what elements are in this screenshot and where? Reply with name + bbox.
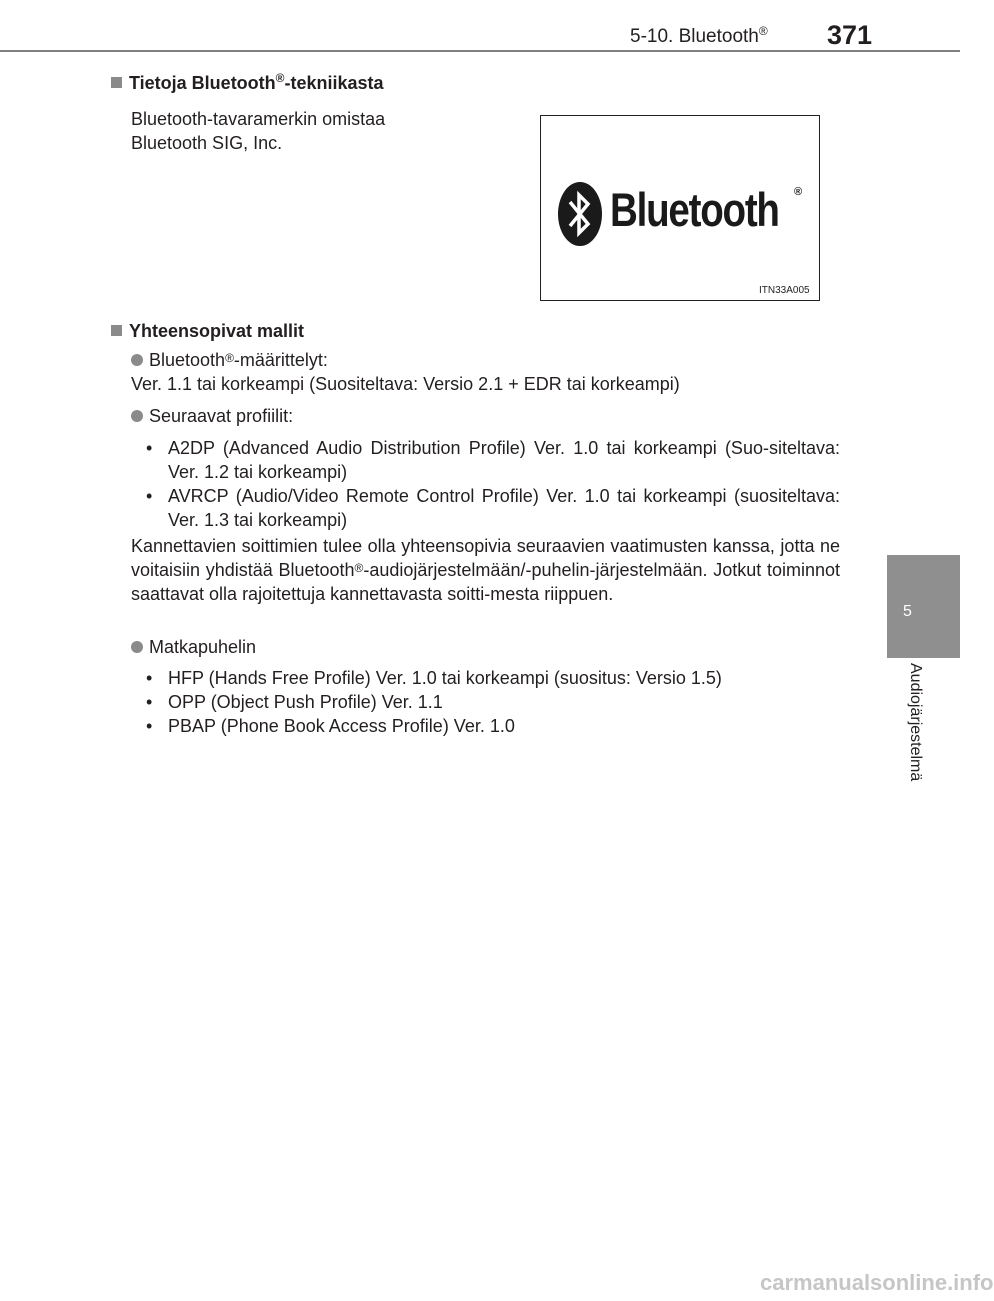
list-item: • OPP (Object Push Profile) Ver. 1.1 [146,692,443,712]
profiles-item: Seuraavat profiilit: [131,404,841,428]
trademark-text: Bluetooth-tavaramerkin omistaa Bluetooth SIG, Inc. [131,109,386,153]
profiles-list [146,436,840,532]
phone-profiles-list [146,666,840,738]
list-item: • HFP (Hands Free Profile) Ver. 1.0 tai korkeampi (suositus: Versio 1.5) [146,668,722,688]
list-item: • A2DP (Advanced Audio Distribution Profile) Ver. 1.0 tai korkeampi (Suo-siteltava: Ver. 1.2 tai korkeampi) [146,438,840,482]
chapter-tab [887,555,960,658]
list-item: • PBAP (Phone Book Access Profile) Ver. 1.0 [146,716,515,736]
bluetooth-logo-word: Bluetooth [610,183,779,236]
section-title: 5-10. Bluetooth® [630,24,768,47]
circle-bullet-icon [131,641,143,653]
circle-bullet-icon [131,410,143,422]
square-bullet-icon [111,325,122,336]
spec-item: Bluetooth®-määrittelyt: Ver. 1.1 tai korkeampi (Suositeltava: Versio 2.1 + EDR tai korkeampi) [131,350,680,394]
section-heading-compatible-models: Yhteensopivat mallit [111,321,304,342]
chapter-number: 5 [903,603,912,620]
bluetooth-rune-icon [556,180,604,248]
circle-bullet-icon [131,354,143,366]
figure-code: ITN33A005 [759,285,810,296]
section-heading-bluetooth-technology: Tietoja Bluetooth®-tekniikasta [111,73,384,94]
compatibility-paragraph: Kannettavien soittimien tulee olla yhteensopivia seuraavien vaatimusten kanssa, jotta ne voitaisiin yhdistää Bluetooth®-audiojärjestelmään/-puhelin-järjestelmään. Jotkut toiminnot saattavat olla rajoitettuja kannettavasta soitti-mesta riippuen. [131,536,840,604]
page-number: 371 [827,20,873,50]
logo-registered-mark: ® [794,186,803,198]
square-bullet-icon [111,77,122,88]
list-item: • AVRCP (Audio/Video Remote Control Profile) Ver. 1.0 tai korkeampi (suositeltava: Ver. 1.3 tai korkeampi) [146,486,840,530]
phone-item: Matkapuhelin [131,635,841,659]
bluetooth-logo-figure [540,115,820,301]
chapter-label: Audiojärjestelmä [907,663,924,782]
watermark: carmanualsonline.info [760,1270,994,1295]
header-divider [0,50,960,52]
